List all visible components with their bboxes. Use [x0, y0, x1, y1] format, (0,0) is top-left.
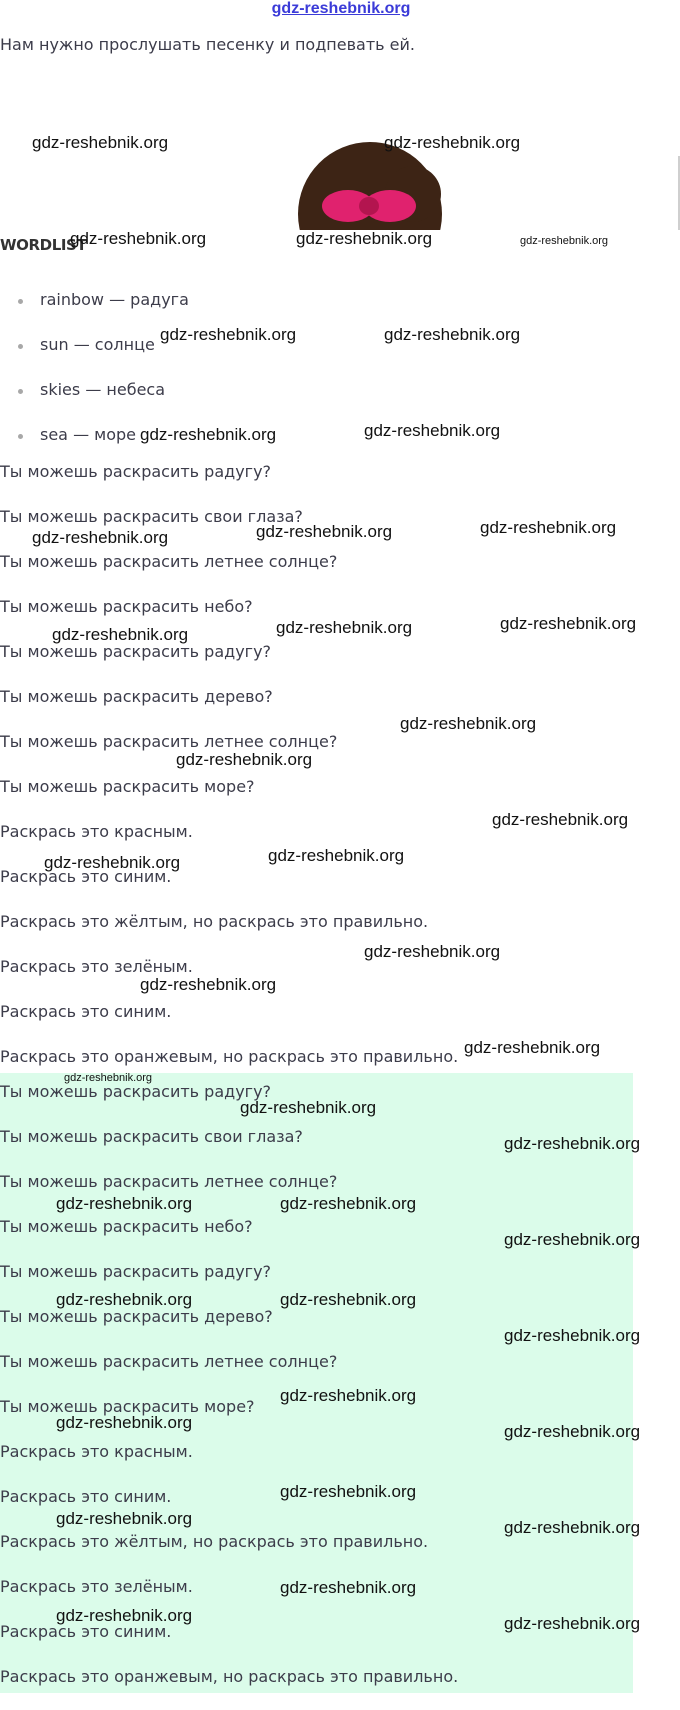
lyrics-line: Ты можешь раскрасить летнее солнце? — [0, 1172, 338, 1191]
watermark: gdz-reshebnik.org — [504, 1326, 641, 1345]
lyrics-line: Раскрась это синим. — [0, 1622, 172, 1641]
watermark: gdz-reshebnik.org — [256, 522, 393, 541]
watermark: gdz-reshebnik.org — [296, 229, 433, 248]
watermark: gdz-reshebnik.org — [32, 133, 169, 152]
lyrics-line: Ты можешь раскрасить радугу? — [0, 462, 272, 481]
lyrics-line: Ты можешь раскрасить море? — [0, 1397, 255, 1416]
watermark: gdz-reshebnik.org — [384, 325, 521, 344]
wordlist-item: sun — солнце — [0, 333, 189, 378]
lyrics-line: Раскрась это зелёным. — [0, 1577, 193, 1596]
wordlist-item: skies — небеса — [0, 378, 189, 423]
watermark: gdz-reshebnik.org — [56, 1509, 193, 1528]
lyrics-line: Ты можешь раскрасить летнее солнце? — [0, 1352, 338, 1371]
watermark: gdz-reshebnik.org — [364, 421, 501, 440]
lyrics-line: Ты можешь раскрасить летнее солнце? — [0, 552, 338, 571]
watermark: gdz-reshebnik.org — [140, 975, 277, 994]
lyrics-line: Раскрась это зелёным. — [0, 957, 193, 976]
wordlist-item: sea — море — [0, 423, 189, 468]
watermark: gdz-reshebnik.org — [364, 942, 501, 961]
watermark: gdz-reshebnik.org — [520, 235, 609, 247]
watermark: gdz-reshebnik.org — [504, 1134, 641, 1153]
lyrics-line: Ты можешь раскрасить дерево? — [0, 1307, 273, 1326]
watermark: gdz-reshebnik.org — [56, 1290, 193, 1309]
lyrics-line: Раскрась это красным. — [0, 822, 193, 841]
bullet-icon — [18, 344, 23, 349]
watermark: gdz-reshebnik.org — [480, 518, 617, 537]
watermark: gdz-reshebnik.org — [504, 1422, 641, 1441]
bullet-icon — [18, 299, 23, 304]
lyrics-line: Раскрась это оранжевым, но раскрась это правильно. — [0, 1667, 459, 1686]
watermark: gdz-reshebnik.org — [160, 325, 297, 344]
lyrics-line: Ты можешь раскрасить небо? — [0, 597, 253, 616]
lyrics-line: Ты можешь раскрасить небо? — [0, 1217, 253, 1236]
watermark: gdz-reshebnik.org — [464, 1038, 601, 1057]
watermark: gdz-reshebnik.org — [44, 853, 181, 872]
watermark: gdz-reshebnik.org — [504, 1614, 641, 1633]
lyrics-line: Раскрась это синим. — [0, 1002, 172, 1021]
watermark: gdz-reshebnik.org — [280, 1290, 417, 1309]
lyrics-line: Раскрась это синим. — [0, 867, 172, 886]
lyrics-line: Раскрась это красным. — [0, 1442, 193, 1461]
watermark: gdz-reshebnik.org — [504, 1230, 641, 1249]
watermark: gdz-reshebnik.org — [500, 614, 637, 633]
watermark: gdz-reshebnik.org — [240, 1098, 377, 1117]
watermark: gdz-reshebnik.org — [280, 1482, 417, 1501]
watermark: gdz-reshebnik.org — [56, 1606, 193, 1625]
watermark: gdz-reshebnik.org — [384, 133, 521, 152]
lyrics-line: Ты можешь раскрасить радугу? — [0, 1262, 272, 1281]
watermark: gdz-reshebnik.org — [52, 625, 189, 644]
watermark: gdz-reshebnik.org — [64, 1072, 153, 1084]
lyrics-line: Раскрась это синим. — [0, 1487, 172, 1506]
watermark: gdz-reshebnik.org — [70, 229, 207, 248]
girl-with-bow-image — [298, 142, 442, 230]
lyrics-line: Ты можешь раскрасить радугу? — [0, 1082, 272, 1101]
watermark: gdz-reshebnik.org — [32, 528, 169, 547]
intro-text: Нам нужно прослушать песенку и подпевать ей. — [0, 35, 415, 54]
lyrics-line: Ты можешь раскрасить радугу? — [0, 642, 272, 661]
watermark: gdz-reshebnik.org — [280, 1386, 417, 1405]
watermark: gdz-reshebnik.org — [280, 1194, 417, 1213]
lyrics-line: Раскрась это жёлтым, но раскрась это правильно. — [0, 1532, 429, 1551]
bullet-icon — [18, 434, 23, 439]
watermark: gdz-reshebnik.org — [176, 750, 313, 769]
wordlist-item: rainbow — радуга — [0, 288, 189, 333]
watermark: gdz-reshebnik.org — [268, 846, 405, 865]
lyrics-line: Ты можешь раскрасить дерево? — [0, 687, 273, 706]
lyrics-line: Ты можешь раскрасить летнее солнце? — [0, 732, 338, 751]
lyrics-original — [0, 460, 458, 1090]
lyrics-line: Раскрась это оранжевым, но раскрась это правильно. — [0, 1047, 459, 1066]
lyrics-line: Ты можешь раскрасить свои глаза? — [0, 507, 303, 526]
watermark: gdz-reshebnik.org — [280, 1578, 417, 1597]
watermark: gdz-reshebnik.org — [492, 810, 629, 829]
watermark: gdz-reshebnik.org — [56, 1413, 193, 1432]
watermark: gdz-reshebnik.org — [56, 1194, 193, 1213]
watermark: gdz-reshebnik.org — [276, 618, 413, 637]
watermark: gdz-reshebnik.org — [140, 425, 277, 444]
bullet-icon — [18, 389, 23, 394]
site-link[interactable]: gdz-reshebnik.org — [271, 0, 411, 17]
lyrics-line: Ты можешь раскрасить море? — [0, 777, 255, 796]
wordlist-heading: WORDLIST — [0, 236, 87, 254]
lyrics-line: Ты можешь раскрасить свои глаза? — [0, 1127, 303, 1146]
watermark: gdz-reshebnik.org — [400, 714, 537, 733]
lyrics-line: Раскрась это жёлтым, но раскрась это правильно. — [0, 912, 429, 931]
watermark: gdz-reshebnik.org — [504, 1518, 641, 1537]
